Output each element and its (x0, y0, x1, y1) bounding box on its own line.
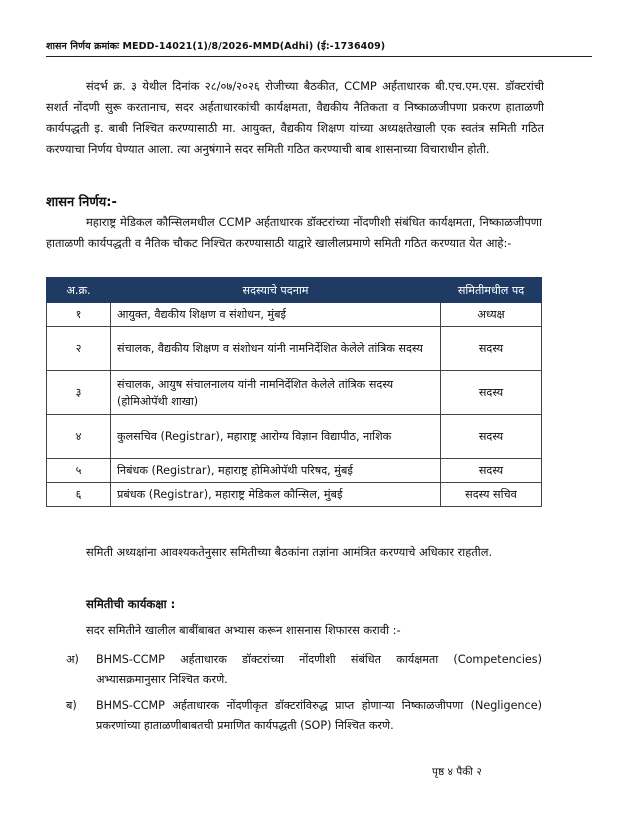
list-item-label: ब) (66, 699, 77, 712)
scope-intro: सदर समितीने खालील बाबींबाबत अभ्यास करून शासनास शिफारस करावी :- (86, 623, 401, 637)
committee-table (46, 277, 542, 507)
cell-serial: २ (47, 327, 111, 371)
section-title: शासन निर्णय:- (46, 195, 117, 210)
document-header: शासन निर्णय क्रमांकः MEDD-14021(1)/8/2026-MMD(Adhi) (ई:-1736409) (46, 41, 386, 52)
decision-paragraph: महाराष्ट्र मेडिकल कौन्सिलमधील CCMP अर्हताधारक डॉक्टरांच्या नोंदणीशी संबंधित कार्यक्षमता, निष्काळजीपणा हाताळणी कार्यपद्धती व नैतिक चौकट निश्चित करण्यासाठी याद्वारे खालीलप्रमाणे समिती गठित करण्यात येत आहे:- (46, 215, 542, 250)
cell-designation: संचालक, वैद्यकीय शिक्षण व संशोधन यांनी नामनिर्देशित केलेले तांत्रिक सदस्य (111, 327, 441, 371)
scope-heading: समितीची कार्यकक्षा : (86, 597, 176, 611)
list-item-label: अ) (66, 653, 79, 666)
cell-role: सदस्य सचिव (441, 483, 542, 507)
column-header-designation: सदस्याचे पदनाम (111, 278, 441, 303)
cell-serial: ४ (47, 415, 111, 459)
table-row (47, 483, 542, 507)
cell-role: सदस्य (441, 327, 542, 371)
cell-designation: कुलसचिव (Registrar), महाराष्ट्र आरोग्य विज्ञान विद्यापीठ, नाशिक (111, 415, 441, 459)
table-row (47, 303, 542, 327)
chairman-powers-paragraph: समिती अध्यक्षांना आवश्यकतेनुसार समितीच्या बैठकांना तज्ञांना आमंत्रित करण्याचे अधिकार राहतील. (86, 545, 493, 559)
cell-serial: ६ (47, 483, 111, 507)
cell-role: सदस्य (441, 459, 542, 483)
cell-serial: ३ (47, 371, 111, 415)
cell-serial: ५ (47, 459, 111, 483)
list-item: BHMS-CCMP अर्हताधारक नोंदणीकृत डॉक्टरांविरुद्ध प्राप्त होणाऱ्या निष्काळजीपणा (Negligence) प्रकरणांच्या हाताळणीबाबतची प्रमाणित कार्यपद्धती (SOP) निश्चित करणे. (96, 699, 542, 732)
cell-designation: आयुक्त, वैद्यकीय शिक्षण व संशोधन, मुंबई (111, 303, 441, 327)
table-row (47, 415, 542, 459)
column-header-role: समितीमधील पद (441, 278, 542, 303)
cell-serial: १ (47, 303, 111, 327)
table-row (47, 327, 542, 371)
cell-role: सदस्य (441, 371, 542, 415)
table-header-row (47, 278, 542, 303)
cell-designation: संचालक, आयुष संचालनालय यांनी नामनिर्देशित केलेले तांत्रिक सदस्य (होमिओपॅथी शाखा) (111, 371, 441, 415)
list-item: BHMS-CCMP अर्हताधारक डॉक्टरांच्या नोंदणीशी संबंधित कार्यक्षमता (Competencies) अभ्यासक्रमानुसार निश्चित करणे. (96, 653, 542, 686)
cell-role: अध्यक्ष (441, 303, 542, 327)
cell-designation: निबंधक (Registrar), महाराष्ट्र होमिओपॅथी परिषद, मुंबई (111, 459, 441, 483)
page-number: पृष्ठ ४ पैकी २ (432, 766, 482, 778)
cell-designation: प्रबंधक (Registrar), महाराष्ट्र मेडिकल कौन्सिल, मुंबई (111, 483, 441, 507)
header-divider (46, 56, 592, 57)
cell-role: सदस्य (441, 415, 542, 459)
table-row (47, 371, 542, 415)
reference-paragraph: संदर्भ क्र. ३ येथील दिनांक २८/०७/२०२६ रोजीच्या बैठकीत, CCMP अर्हताधारक बी.एच.एम.एस. डॉक्टरांची सशर्त नोंदणी सुरू करतानाच, सदर अर्हताधारकांची कार्यक्षमता, वैद्यकीय नैतिकता व निष्काळजीपणा प्रकरण हाताळणी कार्यपद्धती इ. बाबी निश्चित करण्यासाठी मा. आयुक्त, वैद्यकीय शिक्षण यांच्या अध्यक्षतेखाली एक स्वतंत्र समिती गठित करण्याचा निर्णय घेण्यात आला. त्या अनुषंगाने सदर समिती गठित करण्याची बाब शासनाच्या विचाराधीन होती. (46, 79, 544, 156)
table-row (47, 459, 542, 483)
column-header-serial: अ.क्र. (47, 278, 111, 303)
